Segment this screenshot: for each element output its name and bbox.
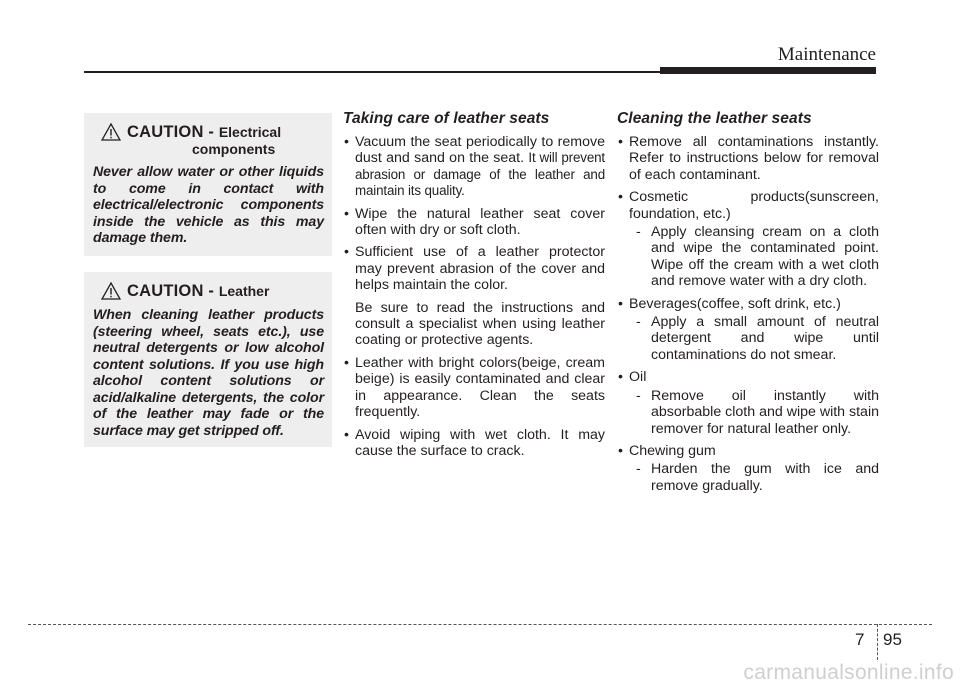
caution-topic: Leather — [218, 283, 270, 299]
caution-label: CAUTION - — [127, 282, 219, 300]
list-item — [343, 244, 605, 348]
list-item-text: Wipe the natural leather seat cover often with dry or soft cloth. — [355, 205, 605, 239]
list-item-text: Remove all contaminations instantly. Refer to instructions below for removal of each contaminant. — [629, 134, 879, 183]
list-item-text: Chewing gum — [629, 442, 716, 459]
list-item-text: Beverages(coffee, soft drink, etc.) — [629, 295, 841, 312]
list-item-text: It will prevent abrasion or damage of the leather and maintain its quality. — [355, 150, 605, 199]
list-item — [343, 134, 605, 200]
caution-topic-line2: components — [192, 141, 276, 157]
list-item-text: Vacuum the seat periodically to remove dust and sand on the seat. — [355, 134, 605, 167]
sub-item-text: Apply cleansing cream on a cloth and wipe the contaminated point. Wipe off the cream with a wet cloth and remove water with a dry cloth. — [651, 224, 879, 290]
list-item-text: Leather with bright colors(beige, cream beige) is easily contaminated and clear in appearance. Clean the seats frequently. — [355, 354, 605, 421]
list-item — [617, 443, 879, 494]
list-item — [343, 355, 605, 421]
list-item-text: Oil — [629, 369, 647, 386]
list-item — [617, 369, 879, 437]
caution-topic: Electrical — [218, 124, 282, 140]
caution-heading — [93, 282, 324, 301]
page-number: 95 — [883, 630, 902, 649]
list-item — [617, 189, 879, 289]
list-item-text: Cosmetic products(sunscreen, foundation, etc.) — [629, 189, 879, 222]
list-item — [617, 134, 879, 183]
page-header-title: Maintenance — [777, 44, 876, 65]
list-item-text: Sufficient use of a leather protector may prevent abrasion of the cover and helps maintain the color. — [355, 244, 605, 294]
list-item-paragraph: Be sure to read the instructions and consult a specialist when using leather coating or protective agents. — [355, 299, 605, 349]
list-item — [617, 296, 879, 364]
caution-body-text: Never allow water or other liquids to come in contact with electrical/electronic components inside the vehicle as this may damage them. — [93, 164, 324, 246]
sub-item-text: Apply a small amount of neutral detergent and wipe until contaminations do not smear. — [651, 314, 879, 363]
header-rule-thick — [660, 67, 876, 74]
bullet-list — [343, 134, 605, 459]
section-taking-care — [343, 110, 605, 465]
warning-triangle-icon — [101, 123, 121, 141]
list-item-text: Avoid wiping with wet cloth. It may cause the surface to crack. — [355, 426, 605, 459]
warning-triangle-icon — [101, 282, 121, 300]
caution-box-electrical — [84, 113, 332, 256]
footer-page-divider — [877, 624, 878, 660]
page-chapter-number: 7 — [855, 630, 865, 649]
caution-body-text: When cleaning leather products (steering wheel, seats etc.), use neutral detergents or low alcohol content solutions. If you use high alcohol content solutions or acid/alkaline detergents, the color of the leather may fade or the surface may get stripped off. — [93, 307, 324, 439]
sub-item: - Apply a small amount of neutral detergent and wipe until contaminations do not smear. — [636, 314, 879, 363]
sub-item: - Apply cleansing cream on a cloth and wipe the contaminated point. Wipe off the cream with a wet cloth and remove water with a dry cloth. — [636, 224, 879, 290]
caution-heading — [93, 123, 324, 142]
sub-item-text: Harden the gum with ice and remove gradually. — [651, 461, 879, 494]
caution-label: CAUTION - — [127, 123, 219, 141]
sub-item-text: Remove oil instantly with absorbable cloth and wipe with stain remover for natural leather only. — [651, 387, 879, 437]
sub-item: - Remove oil instantly with absorbable cloth and wipe with stain remover for natural leather only. — [636, 387, 879, 437]
section-title: Taking care of leather seats — [343, 110, 550, 127]
section-cleaning — [617, 110, 879, 500]
list-item — [343, 206, 605, 239]
bullet-list — [617, 134, 879, 494]
section-title: Cleaning the leather seats — [617, 110, 812, 127]
footer-dashed-rule — [28, 624, 932, 625]
header-rule-thin — [84, 71, 669, 73]
list-item — [343, 427, 605, 460]
sub-item: - Harden the gum with ice and remove gradually. — [636, 461, 879, 494]
watermark: carmanualsonline.info — [743, 661, 954, 684]
caution-box-leather — [84, 272, 332, 447]
